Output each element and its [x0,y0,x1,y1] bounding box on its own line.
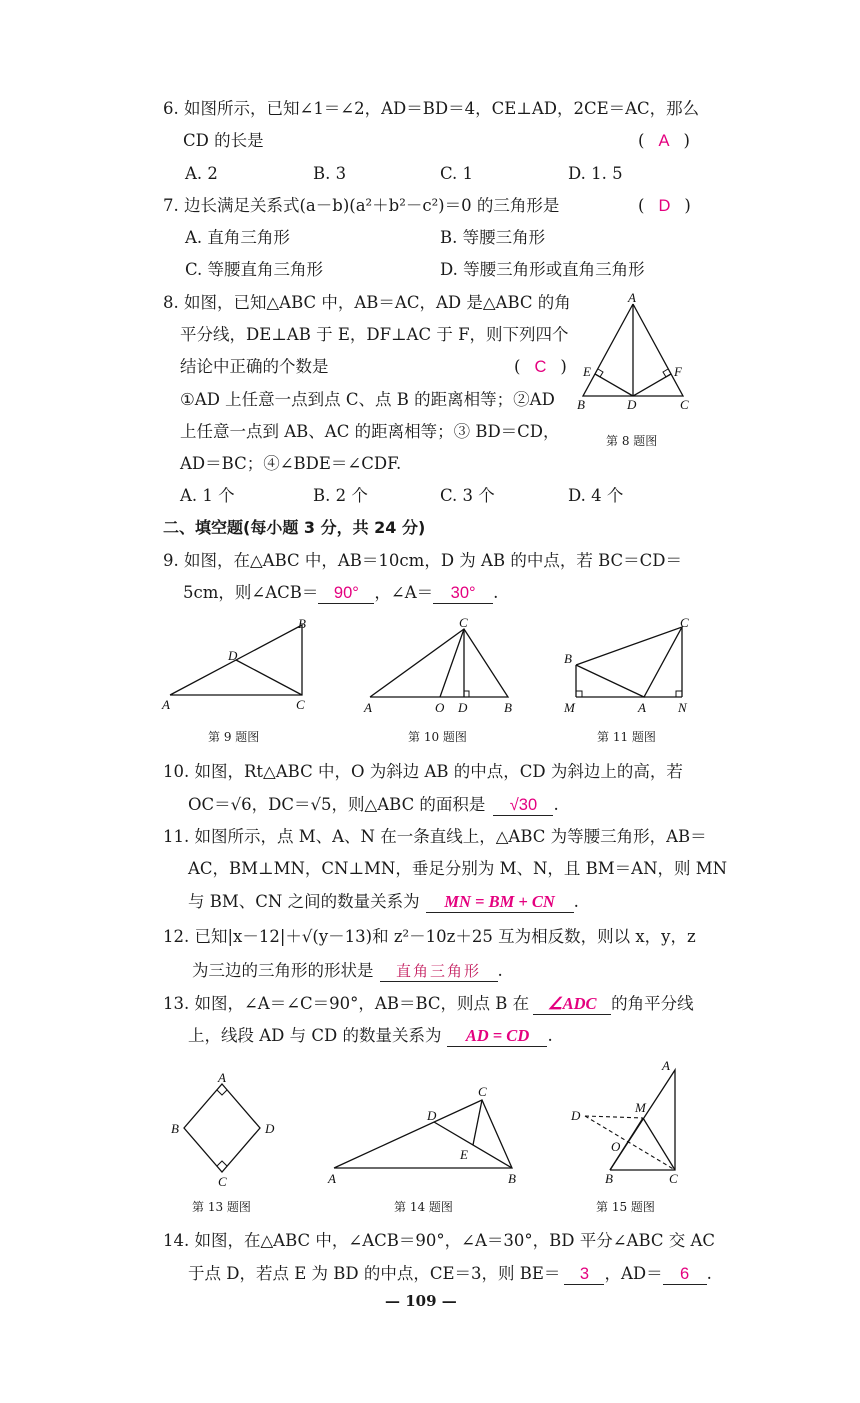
f10-label-b: B [504,700,512,715]
q12-line1: 12. 已知|x－12|＋√(y－13)和 z²－10z＋25 互为相反数，则以 x，y，z [163,927,696,946]
q14-line2: 于点 D，若点 E 为 BD 的中点，CE＝3，则 BE＝ 3 ，AD＝ 6 . [188,1264,712,1283]
q6-option-b: B. 3 [313,164,347,183]
f8-label-e: E [583,364,591,379]
q11-line3: 与 BM、CN 之间的数量关系为 MN = BM + CN . [188,892,579,911]
q6-answer-bracket: ( A ) [638,131,690,150]
f14-caption: 第 14 题图 [394,1200,453,1214]
q13-line1: 13. 如图，∠A＝∠C＝90°，AB＝BC，则点 B 在 ∠ADC 的角平分线 [163,994,694,1013]
f10-label-a: A [364,700,372,715]
q11-line1: 11. 如图所示，点 M、A、N 在一条直线上，△ABC 为等腰三角形，AB＝ [163,827,707,846]
f13-label-a: A [218,1070,226,1085]
q8-line3: 结论中正确的个数是 [180,357,329,376]
figure-15 [565,1058,695,1188]
q6-option-a: A. 2 [185,164,218,183]
f10-label-c: C [459,615,468,630]
f8-label-c: C [680,397,689,412]
f11-label-m: M [564,700,575,715]
figure-9 [160,615,320,720]
figure-14 [322,1078,532,1188]
figure-8 [575,292,695,412]
f11-label-n: N [678,700,687,715]
q8-line6: AD＝BC；④∠BDE＝∠CDF. [180,454,402,473]
f11-label-c: C [680,615,689,630]
f14-label-a: A [328,1171,336,1186]
q7-option-a: A. 直角三角形 [185,228,290,247]
q7-answer-bracket: ( D ) [638,196,691,215]
f8-label-b: B [577,397,585,412]
q8-line5: 上任意一点到 AB、AC 的距离相等；③ BD＝CD， [180,422,560,441]
q7-option-b: B. 等腰三角形 [440,228,546,247]
f11-label-a: A [638,700,646,715]
f15-label-o: O [611,1139,621,1154]
f11-label-b: B [564,651,572,666]
q8-option-b: B. 2 个 [313,486,368,505]
q8-option-a: A. 1 个 [180,486,235,505]
q10-line1: 10. 如图，Rt△ABC 中，O 为斜边 AB 的中点，CD 为斜边上的高，若 [163,762,683,781]
f14-label-d: D [427,1108,437,1123]
f10-caption: 第 10 题图 [408,730,467,744]
q11-answer: MN = BM + CN [426,892,574,913]
f8-label-a: A [628,290,636,305]
q13-answer-1: ∠ADC [533,994,611,1015]
q6-line1: 6. 如图所示，已知∠1＝∠2，AD＝BD＝4，CE⊥AD，2CE＝AC，那么 [163,99,700,118]
q8-answer-bracket: ( C ) [514,357,567,376]
f10-label-o: O [435,700,445,715]
figure-13 [165,1062,285,1187]
q7-answer: D [658,197,671,215]
q12-answer: 直角三角形 [380,961,498,982]
q9-line1: 9. 如图，在△ABC 中，AB＝10cm，D 为 AB 的中点，若 BC＝CD＝ [163,551,682,570]
f10-label-d: D [458,700,468,715]
figure-10 [362,615,522,720]
q8-answer: C [534,358,547,376]
q9-answer-1: 90° [318,583,374,604]
page-number: — 109 — [385,1292,457,1310]
f13-label-b: B [171,1121,179,1136]
q9-answer-2: 30° [433,583,493,604]
q8-line1: 8. 如图，已知△ABC 中，AB＝AC，AD 是△ABC 的角 [163,293,571,312]
f13-caption: 第 13 题图 [192,1200,251,1214]
f8-label-f: F [674,364,682,379]
q7-option-c: C. 等腰直角三角形 [185,260,324,279]
q11-line2: AC，BM⊥MN，CN⊥MN，垂足分别为 M、N，且 BM＝AN，则 MN [188,859,728,878]
q6-answer: A [658,132,670,150]
f9-label-d: D [228,648,238,663]
q10-answer: √30 [493,795,553,816]
q14-line1: 14. 如图，在△ABC 中，∠ACB＝90°，∠A＝30°，BD 平分∠ABC 交 AC [163,1231,716,1250]
f11-caption: 第 11 题图 [597,730,656,744]
f9-caption: 第 9 题图 [208,730,260,744]
f15-label-d: D [571,1108,581,1123]
q13-line2: 上，线段 AD 与 CD 的数量关系为 AD = CD . [188,1026,553,1045]
q12-line2: 为三边的三角形的形状是 直角三角形 . [192,961,503,980]
q8-line4: ①AD 上任意一点到点 C、点 B 的距离相等；②AD [180,390,555,409]
f14-label-e: E [460,1147,468,1162]
section-2-heading: 二、填空题(每小题 3 分，共 24 分) [163,518,426,537]
f15-label-b: B [605,1171,613,1186]
f15-label-a: A [662,1058,670,1073]
q10-line2: OC＝√6，DC＝√5，则△ABC 的面积是 √30 . [188,795,559,814]
f13-label-c: C [218,1174,227,1189]
f9-label-c: C [296,697,305,712]
f8-label-d: D [627,397,637,412]
q8-line2: 平分线，DE⊥AB 于 E，DF⊥AC 于 F，则下列四个 [180,325,569,344]
q8-option-c: C. 3 个 [440,486,495,505]
q14-answer-1: 3 [564,1264,604,1285]
figure-11 [560,615,700,720]
q13-answer-2: AD = CD [447,1026,547,1047]
q6-option-c: C. 1 [440,164,474,183]
f9-label-a: A [162,697,170,712]
q6-option-d: D. 1. 5 [568,164,623,183]
f14-label-c: C [478,1084,487,1099]
q8-option-d: D. 4 个 [568,486,624,505]
q6-line2: CD 的长是 [183,131,264,150]
f15-label-c: C [669,1171,678,1186]
f15-caption: 第 15 题图 [596,1200,655,1214]
f14-label-b: B [508,1171,516,1186]
q8-caption: 第 8 题图 [606,434,658,448]
q9-line2: 5cm，则∠ACB＝ 90° ，∠A＝ 30° . [183,583,499,602]
f15-label-m: M [635,1100,646,1115]
q14-answer-2: 6 [663,1264,707,1285]
q7-option-d: D. 等腰三角形或直角三角形 [440,260,645,279]
f9-label-b: B [298,616,306,631]
q7-line1: 7. 边长满足关系式(a－b)(a²＋b²－c²)＝0 的三角形是 [163,196,560,215]
f13-label-d: D [265,1121,275,1136]
